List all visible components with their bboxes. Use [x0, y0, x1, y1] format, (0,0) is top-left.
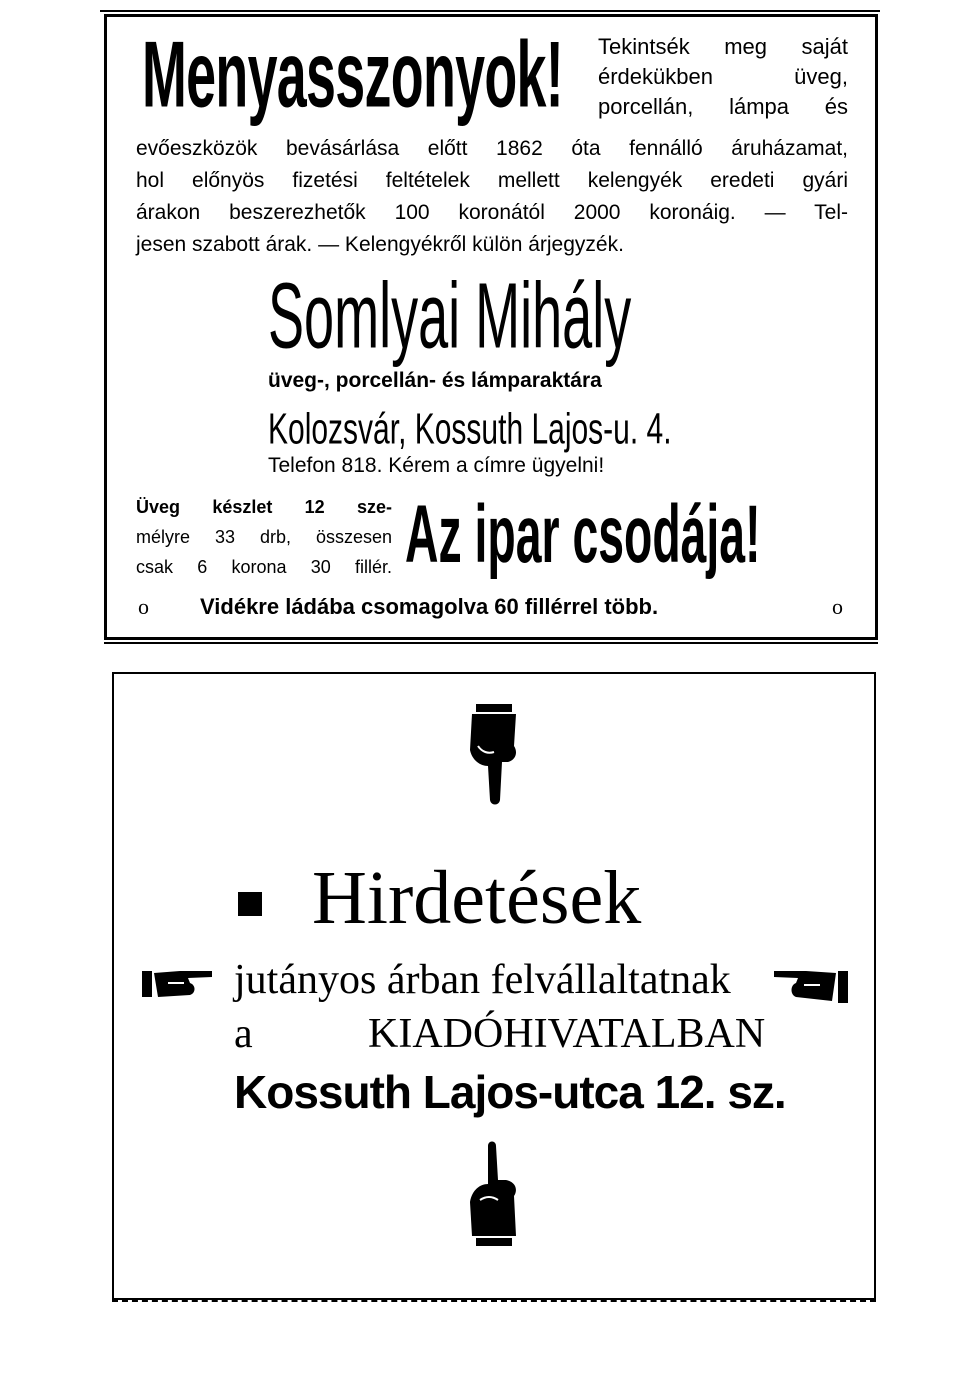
- pointing-hand-down-icon: [458, 700, 528, 810]
- body-line-4: jesen szabott árak. — Kelengyékről külön árjegyzék.: [136, 233, 624, 256]
- ornament-right: o: [832, 594, 843, 619]
- set-offer: [136, 492, 392, 582]
- line-a-prefix: a: [234, 1011, 253, 1057]
- line-jutanyos: jutányos árban felvállaltatnak: [234, 957, 731, 1003]
- bottom-rule: [112, 1300, 876, 1302]
- set-offer-line-1: Üveg készlet 12 sze-: [136, 497, 392, 517]
- ornament-left: o: [138, 594, 149, 619]
- intro-line-3: porcellán, lámpa és: [598, 94, 848, 119]
- set-offer-line-2: mélyre 33 drb, összesen: [136, 527, 392, 547]
- title-hirdetesek: Hirdetések: [312, 856, 642, 940]
- ad-frame-bottom-double-rule: [104, 642, 878, 644]
- body-line-1: evőeszközök bevásárlása előtt 1862 óta fennálló áruházamat,: [136, 137, 848, 160]
- set-offer-line-3: csak 6 korona 30 fillér.: [136, 557, 392, 577]
- body-line-2: hol előnyös fizetési feltételek mellett kelengyék eredeti gyári: [136, 169, 848, 192]
- bullet-square-icon: [238, 892, 262, 916]
- pointing-hand-right-icon: [140, 965, 214, 1001]
- headline-menyasszonyok: Menyasszonyok!: [142, 21, 564, 127]
- merchant-name: Somlyai Mihály: [268, 263, 632, 368]
- hirdetesek-address: Kossuth Lajos-utca 12. sz.: [234, 1066, 786, 1118]
- top-rule: [100, 10, 880, 12]
- phone-note: Telefon 818. Kérem a címre ügyelni!: [268, 454, 605, 477]
- slogan-az-ipar-csodaja: Az ipar csodája!: [405, 489, 761, 581]
- body-line-3: árakon beszerezhetők 100 koronától 2000 koronáig. — Tel-: [136, 201, 848, 224]
- intro-line-2: érdekükben üveg,: [598, 64, 848, 89]
- shipping-note: Vidékre ládába csomagolva 60 fillérrel több.: [200, 594, 659, 619]
- merchant-address: Kolozsvár, Kossuth Lajos-u. 4.: [268, 405, 672, 454]
- business-description: üveg-, porcellán- és lámparaktára: [268, 369, 602, 392]
- ad-body-text: [136, 133, 848, 261]
- intro-line-1: Tekintsék meg saját: [598, 34, 848, 59]
- pointing-hand-up-icon: [458, 1140, 528, 1252]
- intro-text: [598, 32, 848, 122]
- line-kiadohivatalban: KIADÓHIVATALBAN: [368, 1011, 766, 1057]
- pointing-hand-left-icon: [770, 965, 850, 1007]
